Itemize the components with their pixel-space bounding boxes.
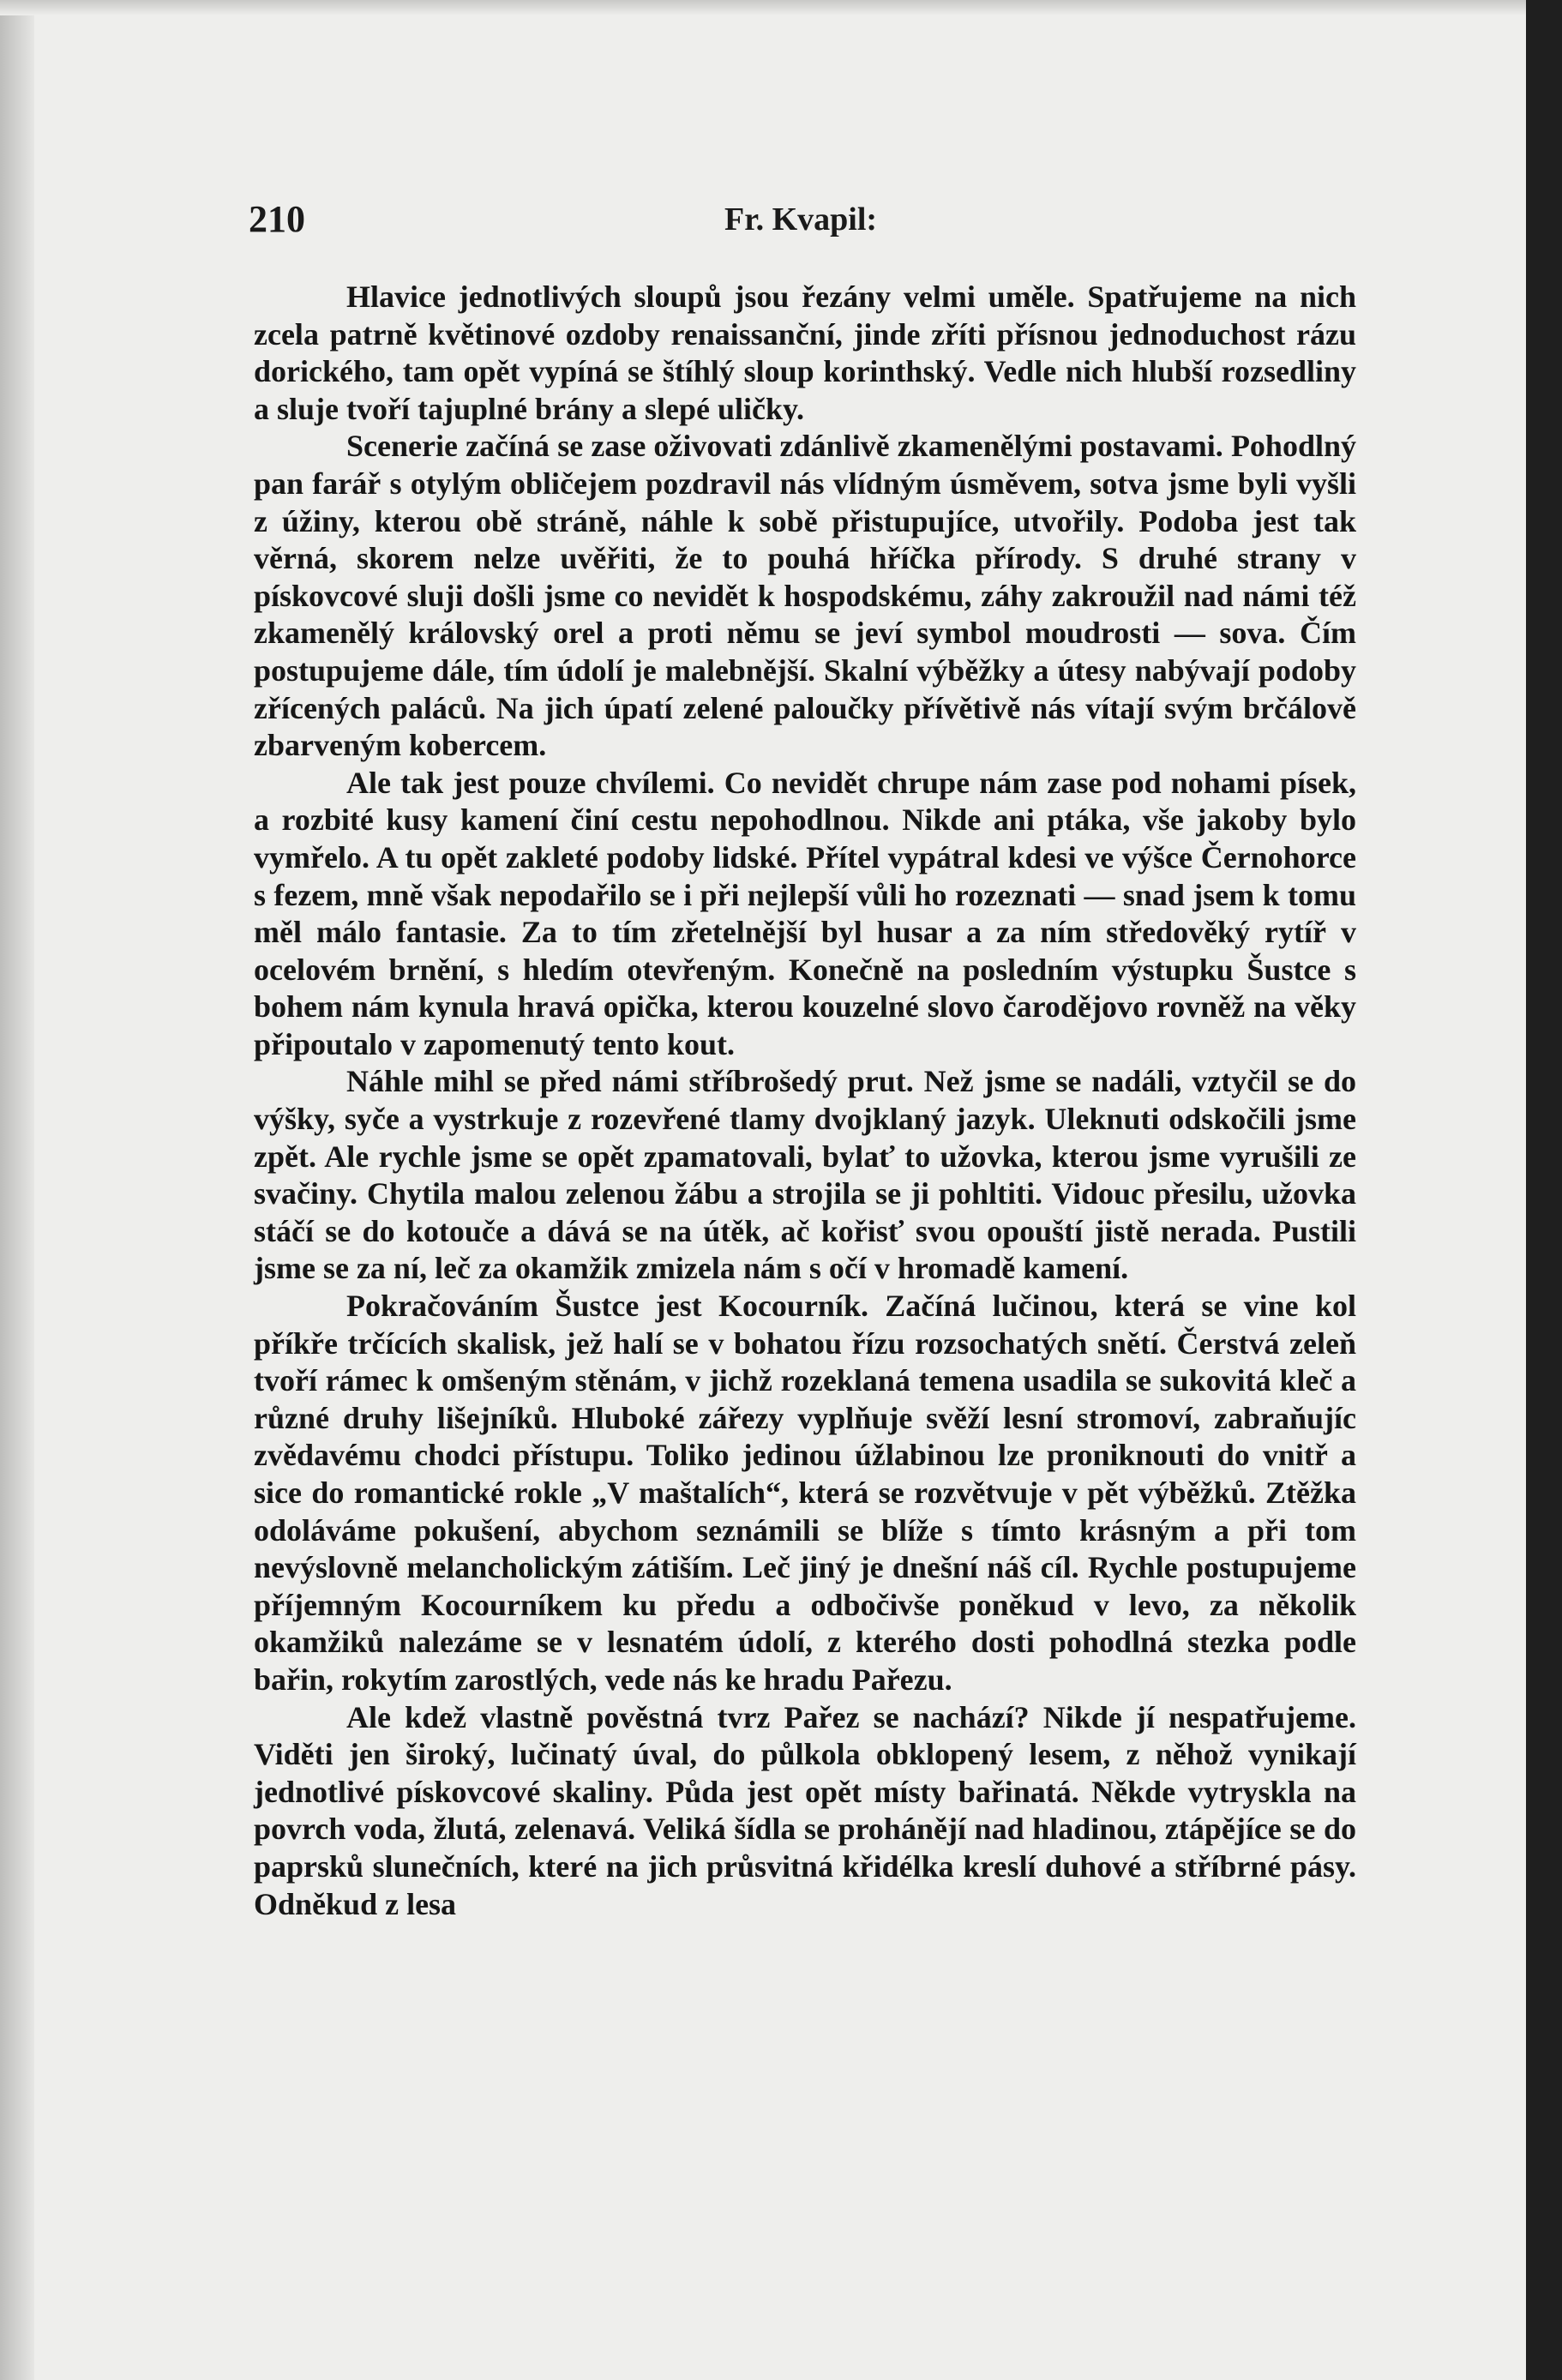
paragraph-5: Pokračováním Šustce jest Kocourník. Začíná lučinou, která se vine kol příkře trčících skalisk, jež halí se v bohatou řízu rozsochatých snětí. Čerstvá zeleň tvoří rámec k omšeným stěnám, v jichž rozeklaná temena usadila se sukovitá kleč a různé druhy lišejníků. Hluboké zářezy vyplňuje svěží lesní stromoví, zabraňujíc zvědavému chodci přístupu. Toliko jedinou úžlabinou lze proniknouti do vnitř a sice do romantické rokle „V maštalích“, která se rozvětvuje v pět výběžků. Ztěžka odoláváme pokušení, abychom seznámili se blíže s tímto krásným a při tom nevýslovně melancholickým zátiším. Leč jiný je dnešní náš cíl. Rychle postupujeme příjemným Kocourníkem ku předu a odbočivše poněkud v levo, za několik okamžiků nalezáme se v lesnatém údolí, z kterého dosti pohodlná stezka podle bařin, rokytím zarostlých, vede nás ke hradu Pařezu.	[254, 1289, 1356, 1697]
page-header	[249, 197, 1355, 249]
page-number: 210	[249, 198, 305, 240]
paragraph-6: Ale kdež vlastně pověstná tvrz Pařez se nachází? Nikde jí nespatřujeme. Viděti jen široký, lučinatý úval, do půlkola obklopený lesem, z něhož vynikají jednotlivé pískovcové skaliny. Půda jest opět místy bařinatá. Někde vytryskla na povrch voda, žlutá, zelenavá. Veliká šídla se prohánějí nad hladinou, ztápějíce se do paprsků slunečních, které na jich průsvitná křidélka kreslí duhové a stříbrné pásy. Odněkud z lesa	[254, 1699, 1356, 1921]
scan-edge	[1526, 0, 1562, 2380]
body-text	[254, 279, 1356, 1923]
paragraph-1: Hlavice jednotlivých sloupů jsou řezány velmi uměle. Spatřujeme na nich zcela patrně květinové ozdoby renaissanční, jinde zříti přísnou jednoduchost rázu dorického, tam opět vypíná se štíhlý sloup korinthský. Vedle nich hlubší rozsedliny a sluje tvoří tajuplné brány a slepé uličky.	[254, 279, 1356, 426]
paragraph-3: Ale tak jest pouze chvílemi. Co nevidět chrupe nám zase pod nohami písek, a rozbité kusy kamení činí cestu nepohodlnou. Nikde ani ptáka, vše jakoby bylo vymřelo. A tu opět zakleté podoby lidské. Přítel vypátral kdesi ve výšce Černohorce s fezem, mně však nepodařilo se i při nejlepší vůli ho rozeznati — snad jsem k tomu měl málo fantasie. Za to tím zřetelnější byl husar a za ním středověký rytíř v ocelovém brnění, s hledím otevřeným. Konečně na posledním výstupku Šustce s bohem nám kynula hravá opička, kterou kouzelné slovo čarodějovo rovněž na věky připoutalo v zapomenutý tento kout.	[254, 765, 1356, 1061]
paragraph-2: Scenerie začíná se zase oživovati zdánlivě zkamenělými postavami. Pohodlný pan farář s otylým obličejem pozdravil nás vlídným úsměvem, sotva jsme byli vyšli z úžiny, kterou obě stráně, náhle k sobě přistupujíce, utvořily. Podoba jest tak věrná, skorem nelze uvěřiti, že to pouhá hříčka přírody. S druhé strany v pískovcové sluji došli jsme co nevidět k hospodskému, záhy zakroužil nad námi též zkamenělý královský orel a proti němu se jeví symbol moudrosti — sova. Čím postupujeme dále, tím údolí je malebnější. Skalní výběžky a útesy nabývají podoby zřícených paláců. Na jich úpatí zelené paloučky přívětivě nás vítají svým brčálově zbarveným kobercem.	[254, 429, 1356, 763]
paragraph-4: Náhle mihl se před námi stříbrošedý prut. Než jsme se nadáli, vztyčil se do výšky, syče a vystrkuje z rozevřené tlamy dvojklaný jazyk. Uleknuti odskočili jsme zpět. Ale rychle jsme se opět zpamatovali, bylať to užovka, kterou jsme vyrušili ze svačiny. Chytila malou zelenou žábu a strojila se ji pohltiti. Vidouc přesilu, užovka stáčí se do kotouče a dává se na útěk, ač kořisť svou opouští jistě nerada. Pustili jsme se za ní, leč za okamžik zmizela nám s očí v hromadě kamení.	[254, 1064, 1356, 1286]
running-head: Fr. Kvapil:	[724, 201, 878, 237]
